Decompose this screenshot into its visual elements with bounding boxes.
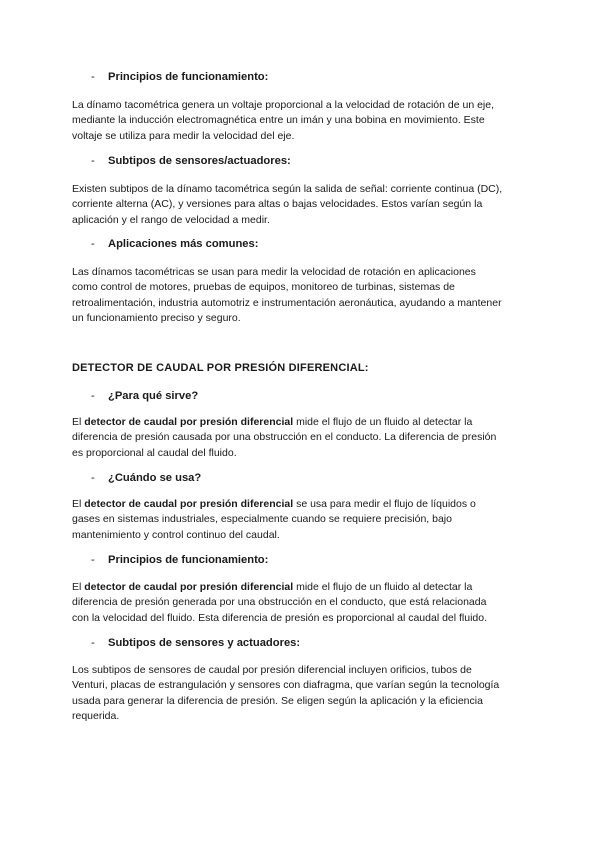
bullet-label: Principios de funcionamiento: [108,71,269,83]
text-run: El [72,498,85,510]
text-line: mediante la inducción electromagnética entre un imán y una bobina en movimiento. Este [72,114,485,127]
text-line: requerida. [72,710,120,723]
bullet-principios-dinamo [91,71,268,83]
text-line: aplicación y el rango de velocidad a medir. [72,213,270,226]
text-line: diferencia de presión generada por una obstrucción en el conducto, que está relacionada [72,596,487,609]
bullet-marker: - [91,472,95,484]
bullet-para-que-sirve [91,390,198,402]
text-line: mantenimiento y control continuo del caudal. [72,528,280,541]
bullet-aplicaciones-dinamo [91,238,258,250]
bullet-marker: - [91,390,95,402]
text-line: con la velocidad del fluido. Esta diferencia de presión es proporcional al caudal del fluido. [72,611,488,624]
bullet-label: ¿Para qué sirve? [108,390,199,402]
paragraph-aplicaciones-dinamo [72,265,532,327]
text-line: gases en sistemas industriales, especialmente cuando se requiere precisión, bajo [72,513,452,526]
text-run: El [72,581,85,593]
paragraph-principios-caudal [72,580,532,626]
bullet-marker: - [91,554,95,566]
text-line: como control de motores, pruebas de equipos, monitoreo de turbinas, sistemas de [72,281,455,294]
text-line: es proporcional al caudal del fluido. [72,446,237,459]
bullet-label: Subtipos de sensores/actuadores: [108,155,291,167]
text-line: Los subtipos de sensores de caudal por presión diferencial incluyen orificios, tubos de [72,664,472,676]
text-line: Venturi, placas de estrangulación y sensores con diafragma, que varían según la tecnología [72,679,500,692]
bullet-principios-caudal [91,554,268,566]
text-line: diferencia de presión causada por una obstrucción en el conducto. La diferencia de presión [72,431,497,444]
bullet-marker: - [91,155,95,167]
paragraph-principios-dinamo [72,98,532,144]
section-heading: DETECTOR DE CAUDAL POR PRESIÓN DIFERENCIAL: [72,362,369,374]
text-line: La dínamo tacométrica genera un voltaje proporcional a la velocidad de rotación de un eje, [72,99,495,111]
bullet-subtipos-caudal [91,637,300,649]
paragraph-subtipos-caudal [72,663,532,725]
bullet-label: Principios de funcionamiento: [108,554,269,566]
text-line: Las dínamos tacométricas se usan para medir la velocidad de rotación en aplicaciones [72,266,476,278]
bullet-label: ¿Cuándo se usa? [108,472,202,484]
text-line: corriente alterna (AC), y versiones para altas o bajas velocidades. Estos varían según la [72,198,483,211]
paragraph-para-que-sirve [72,415,532,461]
bullet-marker: - [91,238,95,250]
text-line: un funcionamiento preciso y seguro. [72,312,241,325]
text-line [72,497,532,512]
bold-term: detector de caudal por presión diferencial [84,416,294,428]
bullet-marker: - [91,71,95,83]
paragraph-subtipos-dinamo [72,182,532,228]
text-line [72,580,532,595]
bullet-cuando-se-usa [91,472,201,484]
text-run: El [72,416,85,428]
bullet-label: Aplicaciones más comunes: [108,238,259,250]
text-line: Existen subtipos de la dínamo tacométrica según la salida de señal: corriente continua (DC), [72,183,503,195]
bullet-label: Subtipos de sensores y actuadores: [108,637,301,649]
paragraph-cuando-se-usa [72,497,532,543]
text-line: usada para generar la diferencia de presión. Se eligen según la aplicación y la eficiencia [72,694,483,707]
bold-term: detector de caudal por presión diferencial [84,498,294,510]
bold-term: detector de caudal por presión diferencial [84,581,294,593]
bullet-subtipos-dinamo [91,155,291,167]
text-line [72,415,532,430]
bullet-marker: - [91,637,95,649]
text-run: mide el flujo de un fluido al detectar la [293,416,473,428]
text-run: mide el flujo de un fluido al detectar la [293,581,473,593]
text-line: voltaje se utiliza para medir la velocidad del eje. [72,129,295,142]
text-run: se usa para medir el flujo de líquidos o [293,498,476,510]
text-line: retroalimentación, industria automotriz e instrumentación aeronáutica, ayudando a mantener [72,296,502,309]
